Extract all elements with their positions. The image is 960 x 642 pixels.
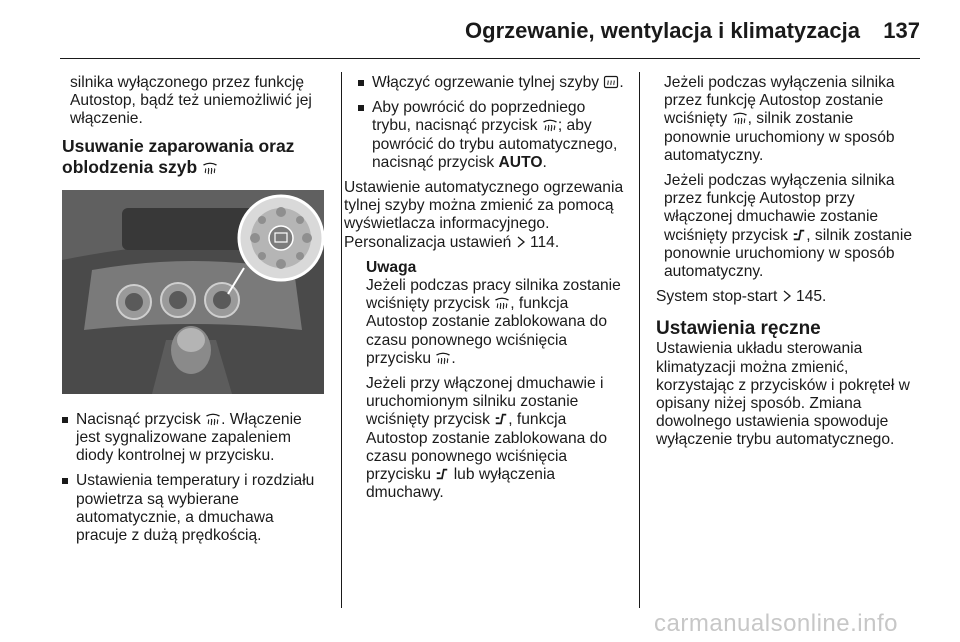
note-text: Jeżeli przy włączonej dmuchawie i uruchomionym silniku zostanie wciśnięty przycisk , funkcja Autostop zostanie zablokowana do czasu ponownego wciśnięcia przycisku lub wyłączenia dmuchawy. — [366, 375, 608, 502]
column-divider — [639, 72, 640, 608]
list-item: Aby powrócić do poprzedniego trybu, nacisnąć przycisk ; aby powrócić do trybu automatycznego, nacisnąć przycisk AUTO. — [358, 99, 626, 172]
front-defrost-icon — [542, 118, 558, 132]
list-item: Ustawienia temperatury i rozdziału powietrza są wybierane automatycznie, a dmuchawa pracuje z dużą prędkością. — [62, 472, 326, 545]
note-label: Uwaga — [366, 258, 417, 276]
front-defrost-icon — [732, 111, 748, 125]
reference-arrow-icon — [516, 235, 526, 249]
front-defrost-icon — [435, 351, 451, 365]
column-divider — [341, 72, 342, 608]
front-defrost-icon — [494, 296, 510, 310]
fan-icon — [494, 412, 508, 426]
column-2 — [344, 74, 626, 509]
page-number: 137 — [883, 18, 920, 43]
watermark: carmanualsonline.info — [654, 610, 898, 637]
column-1 — [62, 74, 326, 552]
front-defrost-icon — [202, 161, 218, 175]
paragraph: Ustawienia układu sterowania klimatyzacji można zmienić, korzystając z przycisków i pokręteł w opisany niżej sposób. Zmiana dowolnego ustawienia spowoduje wyłączenie trybu automatycznego. — [656, 340, 910, 449]
paragraph: Jeżeli podczas wyłączenia silnika przez funkcję Autostop przy włączonej dmuchawie zostanie wciśnięty przycisk , silnik zostanie ponownie uruchomiony w sposób automatyczny. — [664, 172, 912, 281]
paragraph: Jeżeli podczas wyłączenia silnika przez funkcję Autostop zostanie wciśnięty , silnik zostanie ponownie uruchomiony w sposób automatyczny. — [664, 74, 895, 164]
fan-icon — [792, 228, 806, 242]
header-rule — [60, 58, 920, 59]
section-heading: Ustawienia ręczne — [656, 318, 821, 340]
auto-button-label: AUTO — [498, 153, 543, 171]
paragraph: System stop-start 145. — [656, 288, 827, 306]
rear-window-heating-icon — [603, 75, 619, 89]
paragraph: Ustawienie automatycznego ogrzewania tylnej szyby można zmienić za pomocą wyświetlacza informacyjnego. Personalizacja ustawień 114. — [344, 179, 624, 251]
fan-icon — [435, 467, 449, 481]
intro-text: silnika wyłączonego przez funkcję Autostop, bądź też uniemożliwić jej włączenie. — [70, 74, 312, 128]
section-heading: Usuwanie zaparowania oraz oblodzenia szyb — [62, 135, 295, 177]
note-text: Jeżeli podczas pracy silnika zostanie wciśnięty przycisk , funkcja Autostop zostanie zablokowana do czasu ponownego wciśnięcia przycisku . — [366, 277, 621, 367]
front-defrost-icon — [205, 412, 221, 426]
column-3 — [656, 74, 924, 457]
reference-arrow-icon — [782, 289, 792, 303]
climate-control-photo — [62, 190, 324, 394]
header-title: Ogrzewanie, wentylacja i klimatyzacja — [465, 18, 860, 43]
list-item: Nacisnąć przycisk . Włączenie jest sygnalizowane zapaleniem diody kontrolnej w przycisku. — [62, 411, 326, 466]
note-box — [358, 259, 626, 503]
list-item: Włączyć ogrzewanie tylnej szyby . — [358, 74, 626, 92]
